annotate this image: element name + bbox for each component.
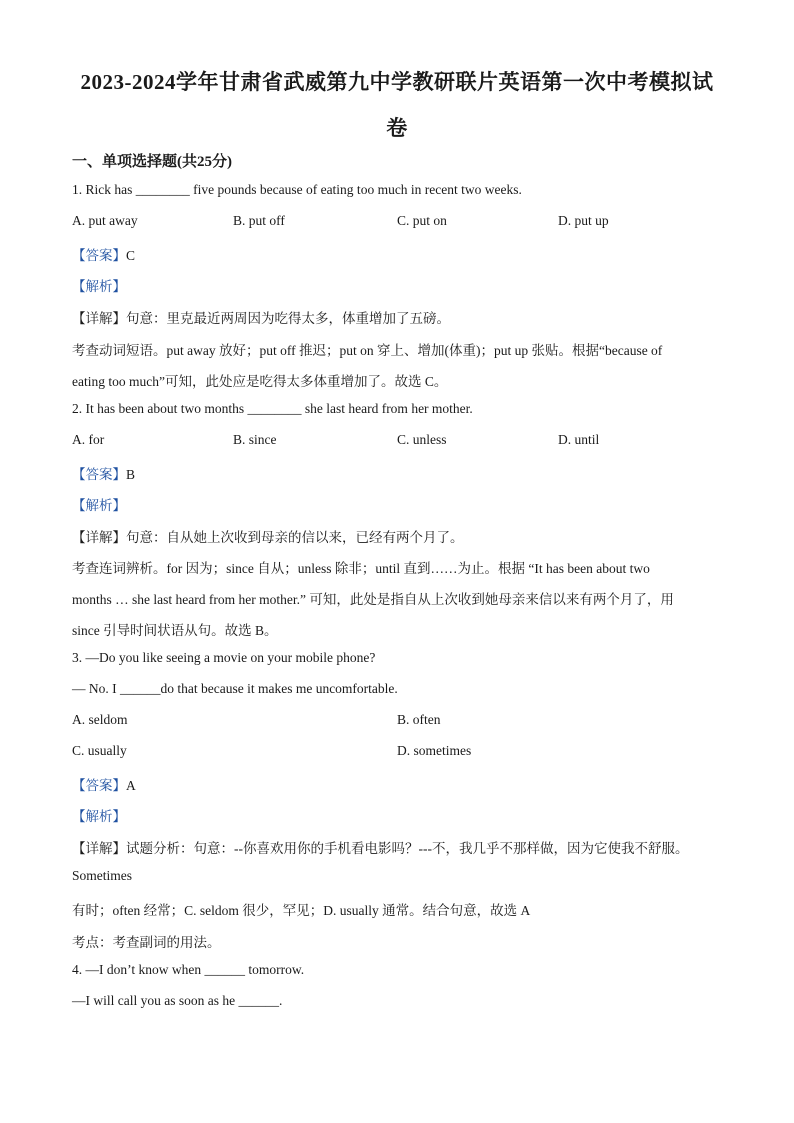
q3-answer-row [72, 774, 136, 794]
q2-answer-row [72, 463, 135, 483]
detail-label: 【详解】 [72, 841, 126, 856]
q1-stem: 1. Rick has ________ five pounds because of eating too much in recent two weeks. [72, 182, 522, 197]
q3-option-b: B. often [397, 712, 441, 727]
q4-stem-line2: —I will call you as soon as he ______. [72, 993, 283, 1008]
detail-label: 【详解】 [72, 530, 126, 545]
q2-option-b: B. since [233, 432, 277, 447]
q2-option-d: D. until [558, 432, 600, 447]
answer-label: 【答案】 [72, 248, 126, 263]
analysis-label: 【解析】 [72, 498, 126, 513]
q1-explain-line2: eating too much”可知，此处应是吃得太多体重增加了。故选 C。 [72, 374, 448, 389]
q3-option-c: C. usually [72, 743, 127, 758]
q2-stem: 2. It has been about two months ________ she last heard from her mother. [72, 401, 473, 416]
q3-detail-row [72, 837, 688, 857]
q3-option-d: D. sometimes [397, 743, 472, 758]
q2-explain-line1: 考查连词辨析。for 因为；since 自从；unless 除非；until 直到……为止。根据 “It has been about two [72, 561, 650, 576]
q3-answer: A [126, 778, 136, 793]
document-title-line2: 卷 [386, 116, 408, 140]
q1-option-c: C. put on [397, 213, 447, 228]
answer-label: 【答案】 [72, 467, 126, 482]
q3-stem-line1: 3. —Do you like seeing a movie on your mobile phone? [72, 650, 376, 665]
analysis-label: 【解析】 [72, 809, 126, 824]
q1-answer-row [72, 244, 135, 264]
q1-option-a: A. put away [72, 213, 138, 228]
q3-detail: 试题分析：句意：--你喜欢用你的手机看电影吗？---不，我几乎不那样做，因为它使我不舒服。 [126, 841, 689, 856]
q2-explain-line2: months … she last heard from her mother.” 可知，此处是指自从上次收到她母亲来信以来有两个月了，用 [72, 592, 674, 607]
analysis-label: 【解析】 [72, 279, 126, 294]
q2-explain-line3: since 引导时间状语从句。故选 B。 [72, 623, 278, 638]
q1-detail: 句意：里克最近两周因为吃得太多，体重增加了五磅。 [126, 311, 450, 326]
q2-option-a: A. for [72, 432, 105, 447]
q2-option-c: C. unless [397, 432, 447, 447]
q3-explain-line3: 考点：考查副词的用法。 [72, 935, 221, 950]
document-title-line1: 2023-2024学年甘肃省武威第九中学教研联片英语第一次中考模拟试 [80, 70, 714, 94]
q3-option-a: A. seldom [72, 712, 128, 727]
answer-label: 【答案】 [72, 778, 126, 793]
q1-option-d: D. put up [558, 213, 609, 228]
q3-stem-line2: — No. I ______do that because it makes me uncomfortable. [72, 681, 398, 696]
q1-option-b: B. put off [233, 213, 285, 228]
detail-label: 【详解】 [72, 311, 126, 326]
q2-answer: B [126, 467, 136, 482]
q2-detail: 句意：自从她上次收到母亲的信以来，已经有两个月了。 [126, 530, 464, 545]
q3-explain-line2: 有时；often 经常；C. seldom 很少，罕见；D. usually 通常。结合句意，故选 A [72, 903, 531, 918]
q4-stem-line1: 4. —I don’t know when ______ tomorrow. [72, 962, 305, 977]
section-heading: 一、单项选择题(共25分) [72, 154, 232, 170]
q3-analysis-row [72, 805, 126, 825]
q3-explain-line1: Sometimes [72, 868, 132, 883]
q1-answer: C [126, 248, 136, 263]
q2-detail-row [72, 526, 464, 546]
q1-detail-row [72, 307, 450, 327]
q2-analysis-row [72, 494, 126, 514]
q1-analysis-row [72, 275, 126, 295]
q1-explain-line1: 考查动词短语。put away 放好；put off 推迟；put on 穿上、增加(体重)；put up 张贴。根据“because of [72, 343, 663, 358]
